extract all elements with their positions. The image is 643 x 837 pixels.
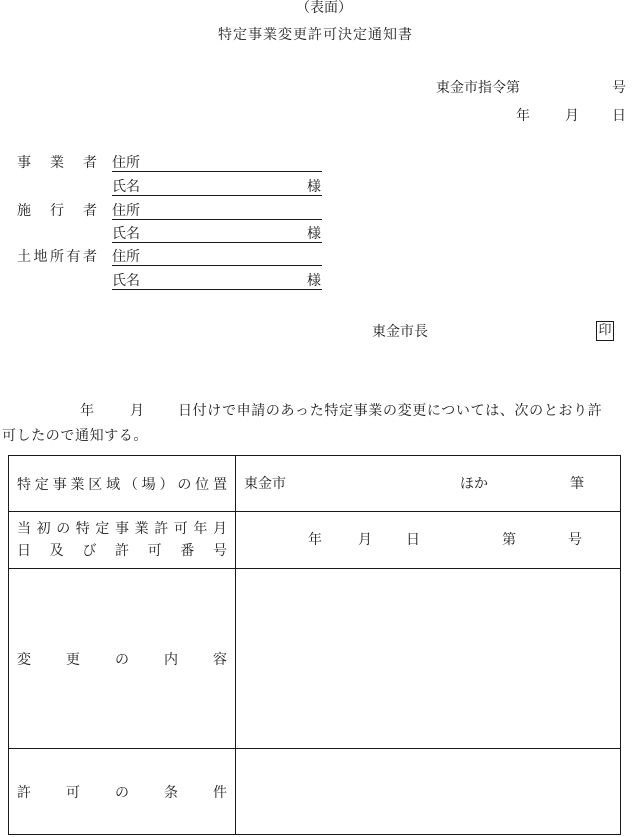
- body-text-line2: 可したので通知する。: [2, 428, 148, 444]
- party-name-label: 氏名: [112, 179, 140, 195]
- original-dai: 第: [502, 532, 516, 548]
- date-day: 日: [612, 108, 626, 124]
- side-label: （表面）: [296, 0, 352, 16]
- change-content-value-cell: [236, 569, 621, 749]
- document-title: 特定事業変更許可決定通知書: [218, 27, 413, 43]
- party-address-label: 住所: [112, 155, 140, 171]
- details-table: [8, 455, 621, 835]
- body-year: 年: [80, 403, 94, 419]
- name-line: [112, 242, 322, 243]
- date-year: 年: [516, 108, 530, 124]
- original-permit-value-cell: [236, 512, 621, 569]
- issuer-title: 東金市長: [372, 324, 428, 340]
- original-permit-label-cell: [9, 512, 236, 569]
- party-role-executor: 施 行 者: [17, 203, 97, 219]
- name-line: [112, 289, 322, 290]
- date-month: 月: [565, 108, 579, 124]
- location-city: 東金市: [244, 475, 286, 492]
- original-permit-label-1: 当初の特定事業許可年月: [17, 521, 227, 537]
- original-month: 月: [358, 532, 372, 548]
- body-month: 月: [130, 403, 144, 419]
- party-role-landowner: 土地所有者: [17, 249, 97, 265]
- party-address-label: 住所: [112, 203, 140, 219]
- location-hoka: ほか: [460, 475, 488, 492]
- conditions-label-cell: [9, 749, 236, 835]
- location-hitsu: 筆: [570, 475, 584, 492]
- original-permit-label-2: 日及び許可番号: [17, 543, 227, 559]
- name-line: [112, 195, 322, 196]
- body-text-line1: 日付けで申請のあった特定事業の変更については、次のとおり許: [178, 403, 603, 419]
- party-role-business: 事 業 者: [17, 155, 97, 171]
- conditions-label: 許可の条件: [17, 784, 227, 801]
- party-name-label: 氏名: [112, 226, 140, 242]
- conditions-value-cell: [236, 749, 621, 835]
- address-line: [112, 265, 322, 266]
- change-content-label: 変更の内容: [17, 651, 227, 668]
- location-label: 特定事業区域（場）の位置: [17, 476, 227, 493]
- party-address-label: 住所: [112, 249, 140, 265]
- original-year: 年: [308, 532, 322, 548]
- party-honorific: 様: [307, 179, 321, 195]
- seal-mark: 印: [596, 321, 614, 341]
- party-honorific: 様: [307, 226, 321, 242]
- change-content-label-cell: [9, 569, 236, 749]
- location-value-cell: [236, 456, 621, 512]
- location-label-cell: [9, 456, 236, 512]
- original-day: 日: [406, 532, 420, 548]
- original-go: 号: [568, 532, 582, 548]
- reference-number-label: 東金市指令第: [436, 80, 520, 96]
- reference-number-suffix: 号: [612, 80, 626, 96]
- party-name-label: 氏名: [112, 273, 140, 289]
- party-honorific: 様: [307, 273, 321, 289]
- address-line: [112, 171, 322, 172]
- address-line: [112, 219, 322, 220]
